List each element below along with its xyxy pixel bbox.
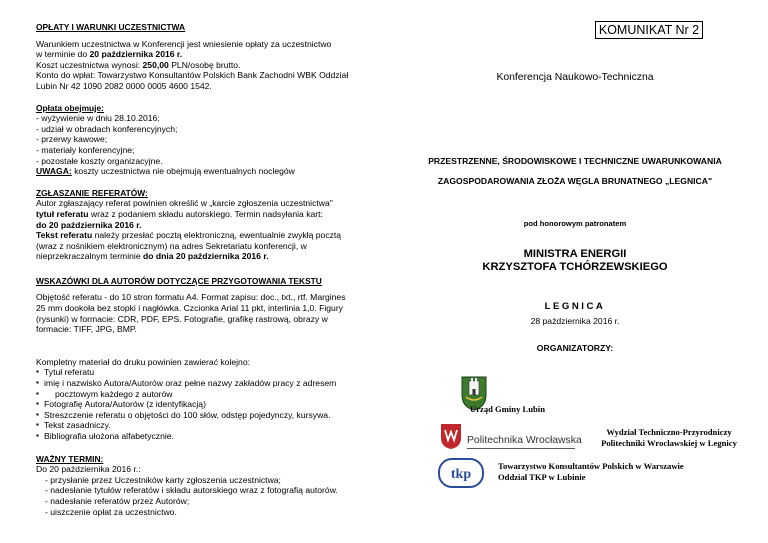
papers-line: tytuł referatu wraz z podaniem składu autorskiego. Termin nadsyłania kart: <box>36 208 323 219</box>
papers-line: Autor zgłaszający referat powinien określić w „karcie zgłoszenia uczestnictwa" <box>36 198 333 209</box>
organizer-pwr-line: Politechniki Wrocławskiej w Legnicy <box>601 437 737 448</box>
list-item: ▪ imię i nazwisko Autora/Autorów oraz pełne nazwy zakładów pracy z adresem <box>36 378 381 389</box>
tkp-logo-icon <box>438 458 484 488</box>
organizer-tkp-line: Oddział TKP w Lubinie <box>498 472 586 482</box>
patronage-label: pod honorowym patronatem <box>523 219 627 228</box>
list-item: ▪ Streszczenie referatu o objętości do 100 słów, odstęp pojedynczy, kursywa. <box>36 410 381 421</box>
patron-line: MINISTRA ENERGII <box>523 248 627 260</box>
guidelines-line: formacie: TIFF, JPG, BMP. <box>36 324 137 335</box>
list-item: ▪ Bibliografia ułożona alfabetycznie. <box>36 431 381 442</box>
pwr-logo-icon <box>439 422 463 450</box>
guidelines-complete: Kompletny materiał do druku powinien zawierać kolejno: <box>36 356 251 367</box>
organizer-lubin: Urząd Gminy Lubin <box>470 404 545 414</box>
list-item-cont: ▪ pocztowym każdego z autorów <box>36 389 381 400</box>
theme-line: PRZESTRZENNE, ŚRODOWISKOWE I TECHNICZNE UWARUNKOWANIA <box>428 156 722 166</box>
guidelines-bullets <box>36 367 381 441</box>
guidelines-line: (rysunki) w formacie: CDR, PDF, EPS. Fotografie, grafikę rastrową, obrazy w <box>36 313 328 324</box>
papers-line: (wraz z nośnikiem elektronicznym) na adres Sekretariatu konferencji, w <box>36 240 307 251</box>
deadline-item: - nadesłanie tytułów referatów i składu autorskiego wraz z fotografią autorów. <box>45 485 338 496</box>
papers-heading: ZGŁASZANIE REFERATÓW: <box>36 187 148 198</box>
deadline-item: - przysłanie przez Uczestników karty zgłoszenia uczestnictwa; <box>45 474 281 485</box>
deadline-line: Do 20 października 2016 r.: <box>36 464 141 475</box>
pwr-logo-divider <box>467 448 575 449</box>
city: LEGNICA <box>544 301 606 312</box>
organizer-tkp-line: Towarzystwo Konsultantów Polskich w Warszawie <box>498 461 684 471</box>
deadline-heading: WAŻNY TERMIN: <box>36 453 104 464</box>
tkp-logo-text: tkp <box>450 467 472 482</box>
theme-line: ZAGOSPODAROWANIA ZŁOŻA WĘGLA BRUNATNEGO „LEGNICA" <box>437 176 713 186</box>
includes-heading: Opłata obejmuje: <box>36 102 104 113</box>
organizer-tkp <box>498 461 684 483</box>
conference-theme <box>395 151 755 191</box>
list-item: ▪ Fotografię Autora/Autorów (z identyfikacją) <box>36 399 381 410</box>
komunikat-box: KOMUNIKAT Nr 2 <box>595 21 703 39</box>
includes-note: UWAGA: koszty uczestnictwa nie obejmują ewentualnych noclegów <box>36 166 295 177</box>
papers-line: Tekst referatu należy przesłać pocztą elektroniczną, ewentualnie zwykłą pocztą <box>36 230 342 241</box>
left-column <box>36 22 381 517</box>
patron-line: KRZYSZTOFA TCHÓRZEWSKIEGO <box>482 261 668 273</box>
conference-title: Konferencja Naukowo-Techniczna <box>496 72 654 83</box>
includes-item: - wyżywienie w dniu 28.10.2016; <box>36 113 160 124</box>
papers-line: nieprzekraczalnym terminie do dnia 20 października 2016 r. <box>36 251 269 262</box>
organizer-pwr <box>584 427 754 448</box>
guidelines-line: 25 mm dookoła bez stopki i nagłówka. Czcionka Arial 11 pkt, interlinia 1,0. Figury <box>36 303 343 314</box>
event-date: 28 października 2016 r. <box>530 316 620 326</box>
fees-line: Koszt uczestnictwa wynosi: 250,00 PLN/osobę brutto. <box>36 59 241 70</box>
patron-name <box>395 248 755 274</box>
guidelines-line: Objętość referatu - do 10 stron formatu A4. Format zapisu: doc., txt., rtf. Margines <box>36 292 346 303</box>
papers-line: do 20 października 2016 r. <box>36 219 142 230</box>
fees-heading: OPŁATY I WARUNKI UCZESTNICTWA <box>36 22 186 32</box>
fees-line: Warunkiem uczestnictwa w Konferencji jest wniesienie opłaty za uczestnictwo <box>36 38 332 49</box>
includes-item: - materiały konferencyjne; <box>36 144 135 155</box>
organizer-pwr-line: Wydział Techniczno-Przyrodniczy <box>606 427 732 437</box>
fees-line: Lubin Nr 42 1090 2082 0000 0005 4600 1542. <box>36 80 212 91</box>
list-item: ▪ Tekst zasadniczy. <box>36 420 381 431</box>
guidelines-heading: WSKAZÓWKI DLA AUTORÓW DOTYCZĄCE PRZYGOTOWANIA TEKSTU <box>36 275 322 286</box>
list-item: ▪ Tytuł referatu <box>36 367 381 378</box>
deadline-item: - uiszczenie opłat za uczestnictwo. <box>45 506 177 517</box>
includes-item: - pozostałe koszty organizacyjne. <box>36 155 163 166</box>
fees-line: w terminie do 20 października 2016 r. <box>36 49 183 60</box>
pwr-logo-text: Politechnika Wrocławska <box>467 435 582 446</box>
includes-item: - przerwy kawowe; <box>36 134 108 145</box>
includes-item: - udział w obradach konferencyjnych; <box>36 123 178 134</box>
fees-line: Konto do wpłat: Towarzystwo Konsultantów Polskich Bank Zachodni WBK Oddział <box>36 70 349 81</box>
deadline-item: - nadesłanie referatów przez Autorów; <box>45 495 190 506</box>
organizers-heading: ORGANIZATORZY: <box>536 343 614 353</box>
